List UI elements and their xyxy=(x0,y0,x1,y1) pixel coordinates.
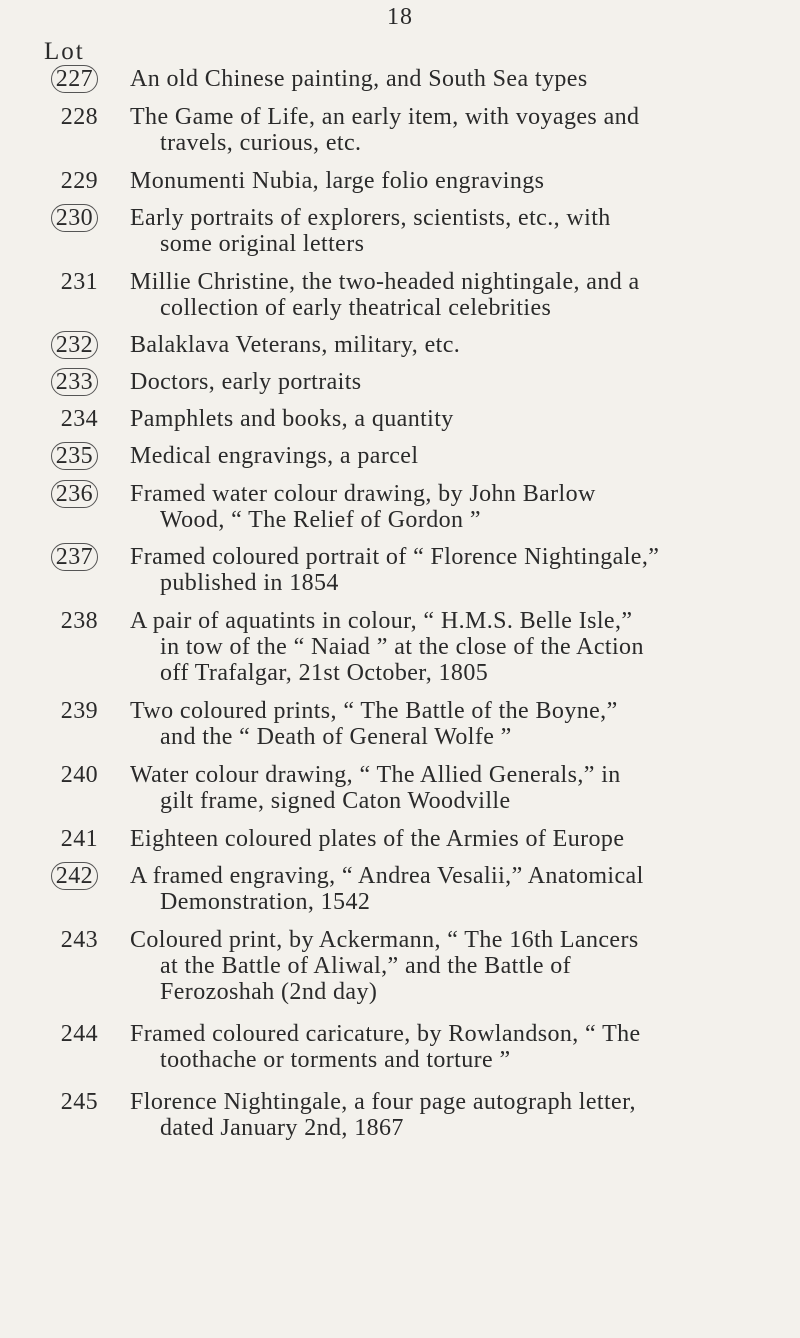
lot-description-line: Water colour drawing, “ The Allied Generals,” in xyxy=(130,762,621,788)
lot-description-line: The Game of Life, an early item, with voyages and xyxy=(130,104,640,130)
lot-description-line: A pair of aquatints in colour, “ H.M.S. Belle Isle,” xyxy=(130,608,633,634)
lot-description-line: Pamphlets and books, a quantity xyxy=(130,406,454,432)
lot-number xyxy=(42,104,98,130)
lot-number-text: 238 xyxy=(60,608,98,634)
lot-number-text: 236 xyxy=(51,480,98,508)
lot-number-text: 233 xyxy=(51,368,98,396)
lot-entry xyxy=(0,66,800,92)
lot-list xyxy=(0,66,800,1152)
lot-description-line: in tow of the “ Naiad ” at the close of the Action xyxy=(160,634,644,660)
lot-number-text: 245 xyxy=(60,1089,98,1115)
lot-description-line: Ferozoshah (2nd day) xyxy=(160,979,378,1005)
lot-description-line: Two coloured prints, “ The Battle of the Boyne,” xyxy=(130,698,618,724)
lot-number-text: 228 xyxy=(60,104,98,130)
lot-entry xyxy=(0,104,800,156)
lot-entry xyxy=(0,406,800,432)
lot-description-line: A framed engraving, “ Andrea Vesalii,” Anatomical xyxy=(130,863,644,889)
lot-number xyxy=(42,205,98,231)
lot-entry xyxy=(0,332,800,358)
lot-number xyxy=(42,608,98,634)
lot-number xyxy=(42,927,98,953)
lot-entry xyxy=(0,608,800,686)
lot-description-line: collection of early theatrical celebrities xyxy=(160,295,552,321)
lot-number-text: 243 xyxy=(60,927,98,953)
lot-description-line: off Trafalgar, 21st October, 1805 xyxy=(160,660,489,686)
lot-number xyxy=(42,269,98,295)
lot-description-line: Wood, “ The Relief of Gordon ” xyxy=(160,507,481,533)
lot-description-line: published in 1854 xyxy=(160,570,339,596)
lot-number xyxy=(42,168,98,194)
lot-description-line: Demonstration, 1542 xyxy=(160,889,371,915)
lot-number xyxy=(42,1021,98,1047)
lot-number xyxy=(42,762,98,788)
lot-number-text: 235 xyxy=(51,442,98,470)
lot-entry xyxy=(0,544,800,596)
lot-description-line: at the Battle of Aliwal,” and the Battle of xyxy=(160,953,572,979)
lot-description-line: Early portraits of explorers, scientists, etc., with xyxy=(130,205,611,231)
lot-number xyxy=(42,863,98,889)
lot-description-line: Florence Nightingale, a four page autograph letter, xyxy=(130,1089,636,1115)
lot-number-text: 242 xyxy=(51,862,98,890)
lot-number-text: 229 xyxy=(60,168,98,194)
lot-description-line: Eighteen coloured plates of the Armies of Europe xyxy=(130,826,625,852)
page-number: 18 xyxy=(387,4,413,30)
lot-number-text: 239 xyxy=(60,698,98,724)
lot-number-text: 232 xyxy=(51,331,98,359)
lot-description-line: Balaklava Veterans, military, etc. xyxy=(130,332,461,358)
lot-entry xyxy=(0,826,800,852)
lot-number xyxy=(42,826,98,852)
lot-description-line: Millie Christine, the two-headed nightingale, and a xyxy=(130,269,640,295)
lot-description-line: travels, curious, etc. xyxy=(160,130,362,156)
lot-number xyxy=(42,332,98,358)
lot-number-text: 230 xyxy=(51,204,98,232)
lot-entry xyxy=(0,443,800,469)
lot-number-text: 241 xyxy=(60,826,98,852)
lot-number xyxy=(42,66,98,92)
lot-description-line: Medical engravings, a parcel xyxy=(130,443,419,469)
lot-description-line: and the “ Death of General Wolfe ” xyxy=(160,724,512,750)
lot-number-text: 227 xyxy=(51,65,98,93)
lot-description-line: Framed coloured portrait of “ Florence Nightingale,” xyxy=(130,544,660,570)
lot-number-text: 231 xyxy=(60,269,98,295)
lot-description-line: dated January 2nd, 1867 xyxy=(160,1115,404,1141)
lot-entry xyxy=(0,481,800,533)
lot-entry xyxy=(0,927,800,1005)
lot-description-line: Framed coloured caricature, by Rowlandson, “ The xyxy=(130,1021,641,1047)
lot-column-heading: Lot xyxy=(44,38,85,65)
lot-number xyxy=(42,369,98,395)
lot-number-text: 234 xyxy=(60,406,98,432)
lot-description-line: gilt frame, signed Caton Woodville xyxy=(160,788,511,814)
lot-number xyxy=(42,481,98,507)
lot-number-text: 240 xyxy=(60,762,98,788)
lot-entry xyxy=(0,369,800,395)
lot-description-line: Doctors, early portraits xyxy=(130,369,362,395)
lot-number xyxy=(42,544,98,570)
lot-description-line: Coloured print, by Ackermann, “ The 16th Lancers xyxy=(130,927,639,953)
lot-description-line: An old Chinese painting, and South Sea types xyxy=(130,66,588,92)
lot-description-line: Framed water colour drawing, by John Barlow xyxy=(130,481,596,507)
lot-number xyxy=(42,1089,98,1115)
lot-number-text: 244 xyxy=(60,1021,98,1047)
lot-number-text: 237 xyxy=(51,543,98,571)
lot-entry xyxy=(0,205,800,257)
lot-description-line: Monumenti Nubia, large folio engravings xyxy=(130,168,545,194)
lot-entry xyxy=(0,269,800,321)
lot-entry xyxy=(0,1089,800,1141)
lot-entry xyxy=(0,698,800,750)
lot-description-line: some original letters xyxy=(160,231,365,257)
lot-entry xyxy=(0,762,800,814)
lot-entry xyxy=(0,168,800,194)
lot-description-line: toothache or torments and torture ” xyxy=(160,1047,511,1073)
lot-entry xyxy=(0,863,800,915)
lot-entry xyxy=(0,1021,800,1073)
lot-number xyxy=(42,698,98,724)
lot-number xyxy=(42,406,98,432)
lot-number xyxy=(42,443,98,469)
